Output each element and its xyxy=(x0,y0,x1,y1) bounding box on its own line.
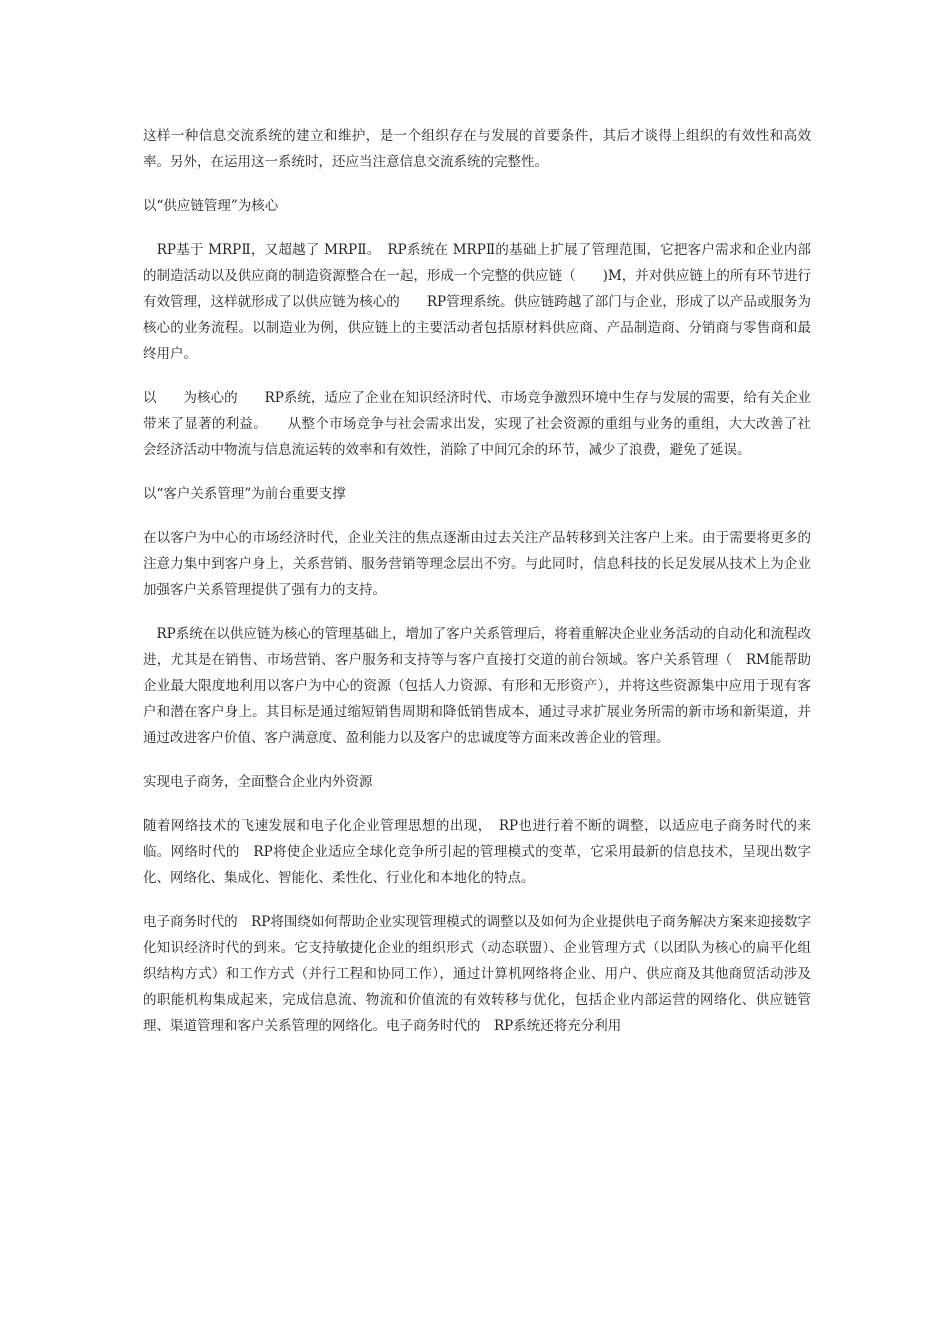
paragraph-network-era: 随着网络技术的飞速发展和电子化企业管理思想的出现， RP也进行着不断的调整，以适应电子商务时代的来临。网络时代的 RP将使企业适应全球化竞争所引起的管理模式的变革，它采用最新的信息技术，呈现出数字化、网络化、集成化、智能化、柔性化、行业化和本地化的特点。 xyxy=(143,818,811,886)
section-heading-ecommerce: 实现电子商务，全面整合企业内外资源 xyxy=(143,774,373,790)
paragraph-erp-benefits: 以 为核心的 RP系统，适应了企业在知识经济时代、市场竞争激烈环境中生存与发展的需要，给有关企业带来了显著的利益。 从整个市场竞争与社会需求出发，实现了社会资源的重组与业务的重组，大大改善了社会经济活动中物流与信息流运转的效率和有效性，消除了中间冗余的环节，减少了浪费，避免了延误。 xyxy=(143,390,811,458)
paragraph-ecommerce-erp: 电子商务时代的 RP将围绕如何帮助企业实现管理模式的调整以及如何为企业提供电子商务解决方案来迎接数字化知识经济时代的到来。它支持敏捷化企业的组织形式（动态联盟）、企业管理方式（以团队为核心的扁平化组织结构方式）和工作方式（并行工程和协同工作），通过计算机网络将企业、用户、供应商及其他商贸活动涉及的职能机构集成起来，完成信息流、物流和价值流的有效转移与优化，包括企业内部运营的网络化、供应链管理、渠道管理和客户关系管理的网络化。电子商务时代的 RP系统还将充分利用 xyxy=(143,914,811,1034)
document-body xyxy=(143,123,811,1057)
paragraph-erp-mrp: RP基于 MRPⅡ，又超越了 MRPⅡ。 RP系统在 MRPⅡ的基础上扩展了管理范围，它把客户需求和企业内部的制造活动以及供应商的制造资源整合在一起，形成一个完整的供应链（ )M，并对供应链上的所有环节进行有效管理，这样就形成了以供应链为核心的 RP管理系统。供应链跨越了部门与企业，形成了以产品或服务为核心的业务流程。以制造业为例，供应链上的主要活动者包括原材料供应商、产品制造商、分销商与零售商和最终用户。 xyxy=(143,242,811,362)
section-heading-crm: 以“客户关系管理”为前台重要支撑 xyxy=(143,486,346,502)
paragraph-customer-centric: 在以客户为中心的市场经济时代，企业关注的焦点逐渐由过去关注产品转移到关注客户上来。由于需要将更多的注意力集中到客户身上，关系营销、服务营销等理念层出不穷。与此同时，信息科技的长足发展从技术上为企业加强客户关系管理提供了强有力的支持。 xyxy=(143,530,811,598)
section-heading-supply-chain: 以“供应链管理”为核心 xyxy=(143,198,279,214)
paragraph-info-system: 这样一种信息交流系统的建立和维护，是一个组织存在与发展的首要条件，其后才谈得上组织的有效性和高效率。另外，在运用这一系统时，还应当注意信息交流系统的完整性。 xyxy=(143,128,811,170)
paragraph-crm-details: RP系统在以供应链为核心的管理基础上，增加了客户关系管理后，将着重解决企业业务活动的自动化和流程改进，尤其是在销售、市场营销、客户服务和支持等与客户直接打交道的前台领域。客户关系管理（ RM能帮助企业最大限度地利用以客户为中心的资源（包括人力资源、有形和无形资产），并将这些资源集中应用于现有客户和潜在客户身上。其目标是通过缩短销售周期和降低销售成本，通过寻求扩展业务所需的新市场和新渠道，并通过改进客户价值、客户满意度、盈利能力以及客户的忠诚度等方面来改善企业的管理。 xyxy=(143,626,811,746)
